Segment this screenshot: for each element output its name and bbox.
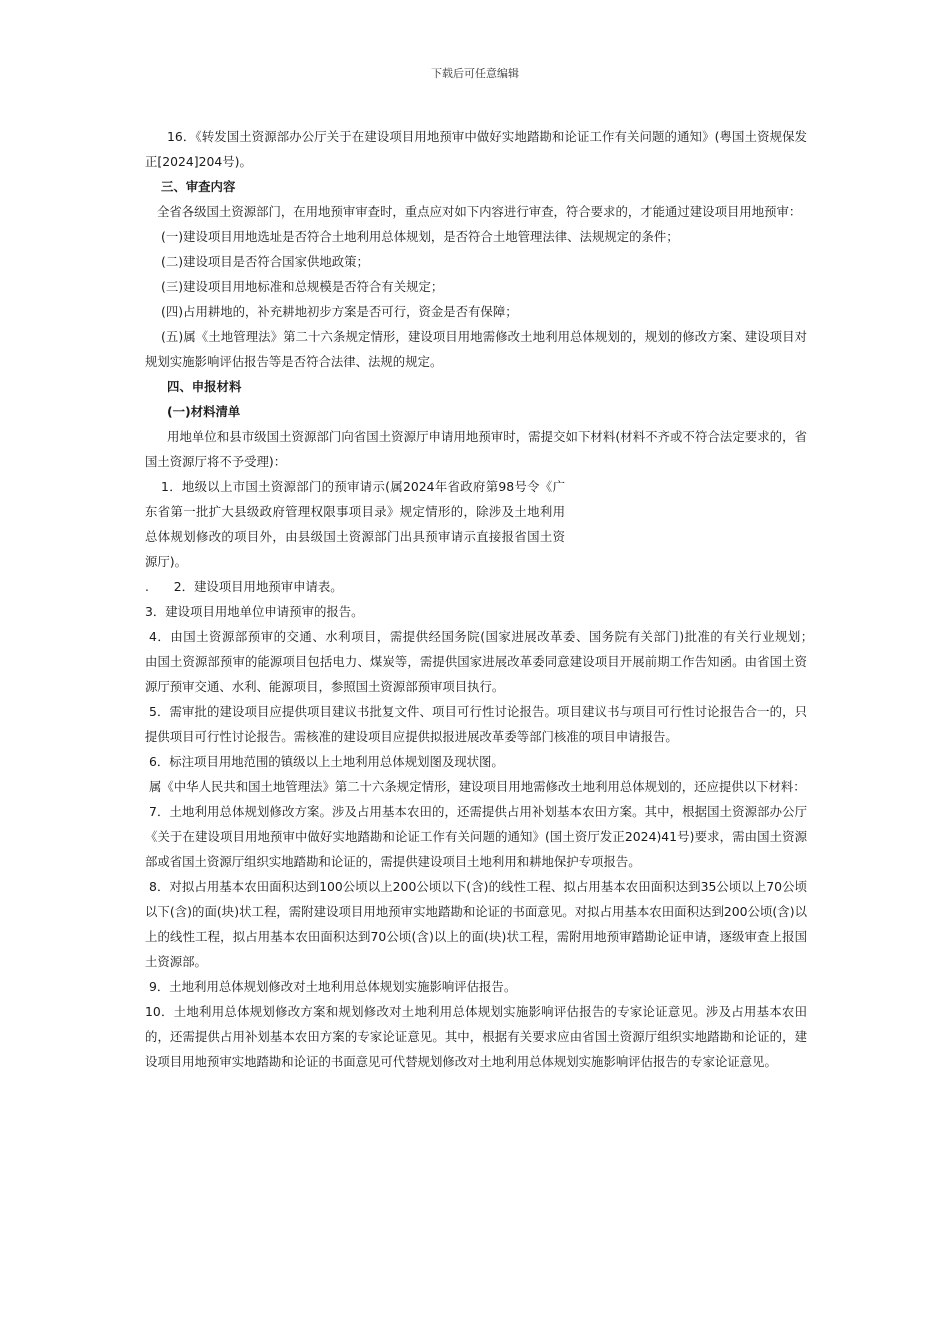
- material-item-7: 7．土地利用总体规划修改方案。涉及占用基本农田的，还需提供占用补划基本农田方案。其中，根据国土资源部办公厅《关于在建设项目用地预审中做好实地踏勘和论证工作有关问题的通知》(国土资厅发正2024)41号)要求，需由国土资源部或省国土资源厅组织实地踏勘和论证的，需提供建设项目土地利用和耕地保护专项报告。: [145, 804, 807, 869]
- review-item-2: (二)建设项目是否符合国家供地政策；: [161, 254, 369, 269]
- paragraph-item-16: 16．《转发国土资源部办公厅关于在建设项目用地预审中做好实地踏勘和论证工作有关问题的通知》(粤国土资规保发正[2024]204号)。: [145, 129, 807, 169]
- review-item-5: (五)属《土地管理法》第二十六条规定情形，建设项目用地需修改土地利用总体规划的，规划的修改方案、建设项目对规划实施影响评估报告等是否符合法律、法规的规定。: [145, 329, 807, 369]
- section-heading-materials: 四、申报材料: [167, 379, 242, 394]
- material-item-2: . 2．建设项目用地预审申请表。: [145, 579, 343, 594]
- review-item-3: (三)建设项目用地标准和总规模是否符合有关规定；: [161, 279, 444, 294]
- material-item-9: 9．土地利用总体规划修改对土地利用总体规划实施影响评估报告。: [149, 979, 517, 994]
- paragraph-review-intro: 全省各级国土资源部门，在用地预审审查时，重点应对如下内容进行审查，符合要求的，才能通过建设项目用地预审：: [157, 204, 802, 219]
- review-item-4: (四)占用耕地的，补充耕地初步方案是否可行，资金是否有保障；: [161, 304, 518, 319]
- page-header-note: 下载后可任意编辑: [431, 67, 519, 80]
- review-item-1: (一)建设项目用地选址是否符合土地利用总体规划，是否符合土地管理法律、法规规定的条件；: [161, 229, 679, 244]
- subsection-heading-material-list: (一)材料清单: [167, 404, 241, 419]
- material-item-5: 5．需审批的建设项目应提供项目建议书批复文件、项目可行性讨论报告。项目建议书与项目可行性讨论报告合一的，只提供项目可行性讨论报告。需核准的建设项目应提供拟报进展改革委等部门核准的项目申请报告。: [145, 704, 807, 744]
- material-item-10: 10．土地利用总体规划修改方案和规划修改对土地利用总体规划实施影响评估报告的专家论证意见。涉及占用基本农田的，还需提供占用补划基本农田方案的专家论证意见。其中，根据有关要求应由省国土资源厅组织实地踏勘和论证的，建设项目用地预审实地踏勘和论证的书面意见可代替规划修改对土地利用总体规划实施影响评估报告的专家论证意见。: [145, 1004, 807, 1069]
- section-heading-review-content: 三、审查内容: [161, 179, 236, 194]
- material-item-6: 6．标注项目用地范围的镇级以上土地利用总体规划图及现状图。: [149, 754, 504, 769]
- paragraph-additional-materials-intro: 属《中华人民共和国土地管理法》第二十六条规定情形，建设项目用地需修改土地利用总体规划的，还应提供以下材料：: [149, 779, 806, 794]
- material-item-8: 8．对拟占用基本农田面积达到100公顷以上200公顷以下(含)的线性工程、拟占用基本农田面积达到35公顷以上70公顷以下(含)的面(块)状工程，需附建设项目用地预审实地踏勘和论证的书面意见。对拟占用基本农田面积达到200公顷(含)以上的线性工程，拟占用基本农田面积达到70公顷(含)以上的面(块)状工程，需附用地预审踏勘论证申请，逐级审查上报国土资源部。: [145, 879, 807, 969]
- material-item-3: 3．建设项目用地单位申请预审的报告。: [145, 604, 364, 619]
- material-item-1: 1．地级以上市国土资源部门的预审请示(属2024年省政府第98号令《广东省第一批扩大县级政府管理权限事项目录》规定情形的，除涉及土地利用总体规划修改的项目外，由县级国土资源部门出具预审请示直接报省国土资源厅)。: [145, 479, 565, 569]
- material-item-4: 4．由国土资源部预审的交通、水利项目，需提供经国务院(国家进展改革委、国务院有关部门)批准的有关行业规划； 由国土资源部预审的能源项目包括电力、煤炭等，需提供国家进展改革委同意建设项目开展前期工作告知函。由省国土资源厅预审交通、水利、能源项目，参照国土资源部预审项目执行。: [145, 629, 832, 694]
- paragraph-materials-intro: 用地单位和县市级国土资源部门向省国土资源厅申请用地预审时，需提交如下材料(材料不齐或不符合法定要求的，省国土资源厅将不予受理)：: [145, 429, 807, 469]
- document-body: [145, 124, 832, 1074]
